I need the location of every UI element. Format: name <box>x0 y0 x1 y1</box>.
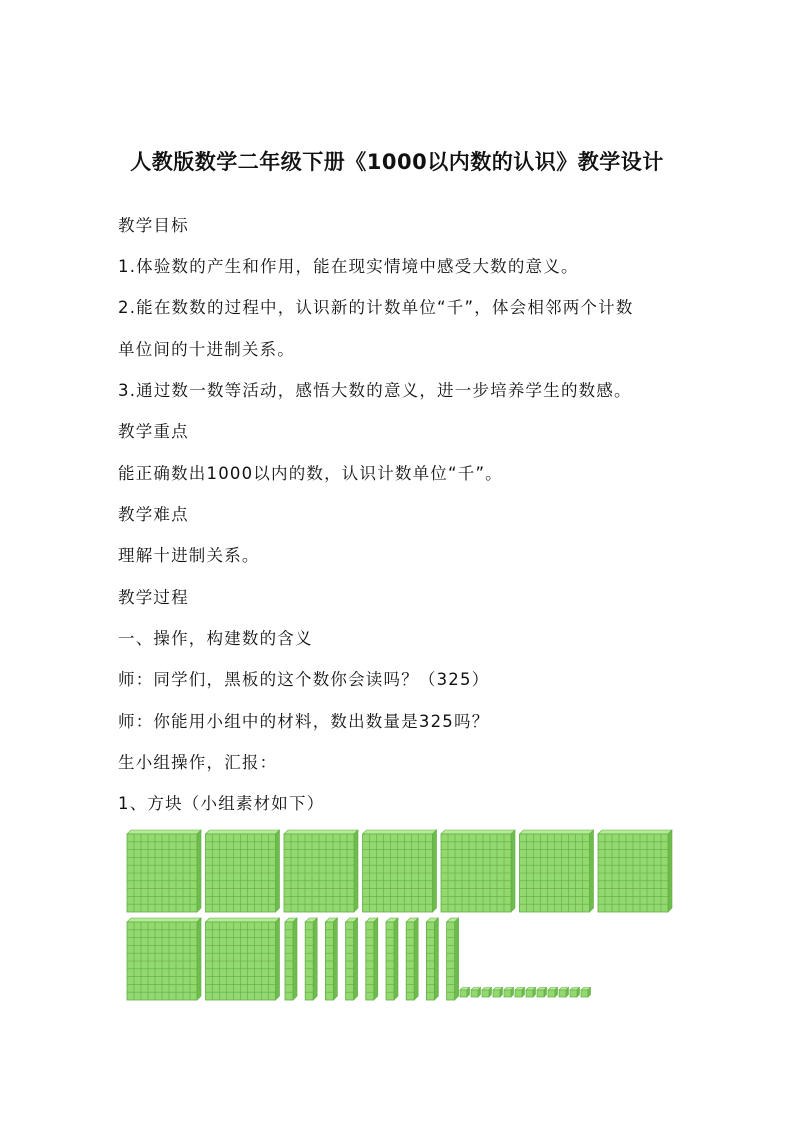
unit-cube <box>537 988 547 998</box>
unit-cube <box>526 988 536 998</box>
hundred-flat <box>127 830 201 912</box>
goal-2-line-2: 单位间的十进制关系。 <box>118 340 295 359</box>
heading-difficulties: 教学难点 <box>118 505 189 524</box>
section-1-heading: 一、操作，构建数的含义 <box>118 629 313 648</box>
ten-rod <box>325 918 337 1000</box>
hundred-flat <box>206 918 280 1000</box>
ten-rod <box>346 918 358 1000</box>
heading-key-points: 教学重点 <box>118 422 189 441</box>
goal-1: 1.体验数的产生和作用，能在现实情境中感受大数的意义。 <box>118 257 579 276</box>
heading-teaching-goals: 教学目标 <box>118 216 189 235</box>
ten-rod <box>386 918 398 1000</box>
difficulty-text: 理解十进制关系。 <box>118 546 260 565</box>
hundred-flat <box>441 830 515 912</box>
ten-rod <box>305 918 317 1000</box>
unit-cube <box>504 988 514 998</box>
hundred-flat <box>520 830 594 912</box>
heading-process: 教学过程 <box>118 588 189 607</box>
ten-rod <box>366 918 378 1000</box>
ten-rod <box>406 918 418 1000</box>
unit-cube <box>460 988 470 998</box>
unit-cube <box>471 988 481 998</box>
hundred-flat <box>127 918 201 1000</box>
teacher-line-1: 师：同学们，黑板的这个数你会读吗？（325） <box>118 670 490 689</box>
hundred-flat <box>363 830 437 912</box>
ten-rod <box>426 918 438 1000</box>
unit-cube <box>515 988 525 998</box>
unit-cube <box>548 988 558 998</box>
ten-rod <box>285 918 297 1000</box>
hundred-flat <box>598 830 672 912</box>
goal-2-line-1: 2.能在数数的过程中，认识新的计数单位“千”，体会相邻两个计数 <box>118 298 634 317</box>
goal-3: 3.通过数一数等活动，感悟大数的意义，进一步培养学生的数感。 <box>118 381 632 400</box>
key-point-text: 能正确数出1000以内的数，认识计数单位“千”。 <box>118 464 503 483</box>
unit-cube <box>482 988 492 998</box>
document-title: 人教版数学二年级下册《1000以内数的认识》教学设计 <box>130 150 664 174</box>
hundred-flat <box>284 830 358 912</box>
item-1-blocks: 1、方块（小组素材如下） <box>118 794 325 813</box>
student-report-line: 生小组操作，汇报： <box>118 753 278 772</box>
unit-cube <box>570 988 580 998</box>
unit-cube <box>581 988 591 998</box>
hundred-flat <box>206 830 280 912</box>
ten-rod <box>447 918 459 1000</box>
unit-cube <box>559 988 569 998</box>
teacher-line-2: 师：你能用小组中的材料，数出数量是325吗？ <box>118 712 490 731</box>
unit-cube <box>493 988 503 998</box>
